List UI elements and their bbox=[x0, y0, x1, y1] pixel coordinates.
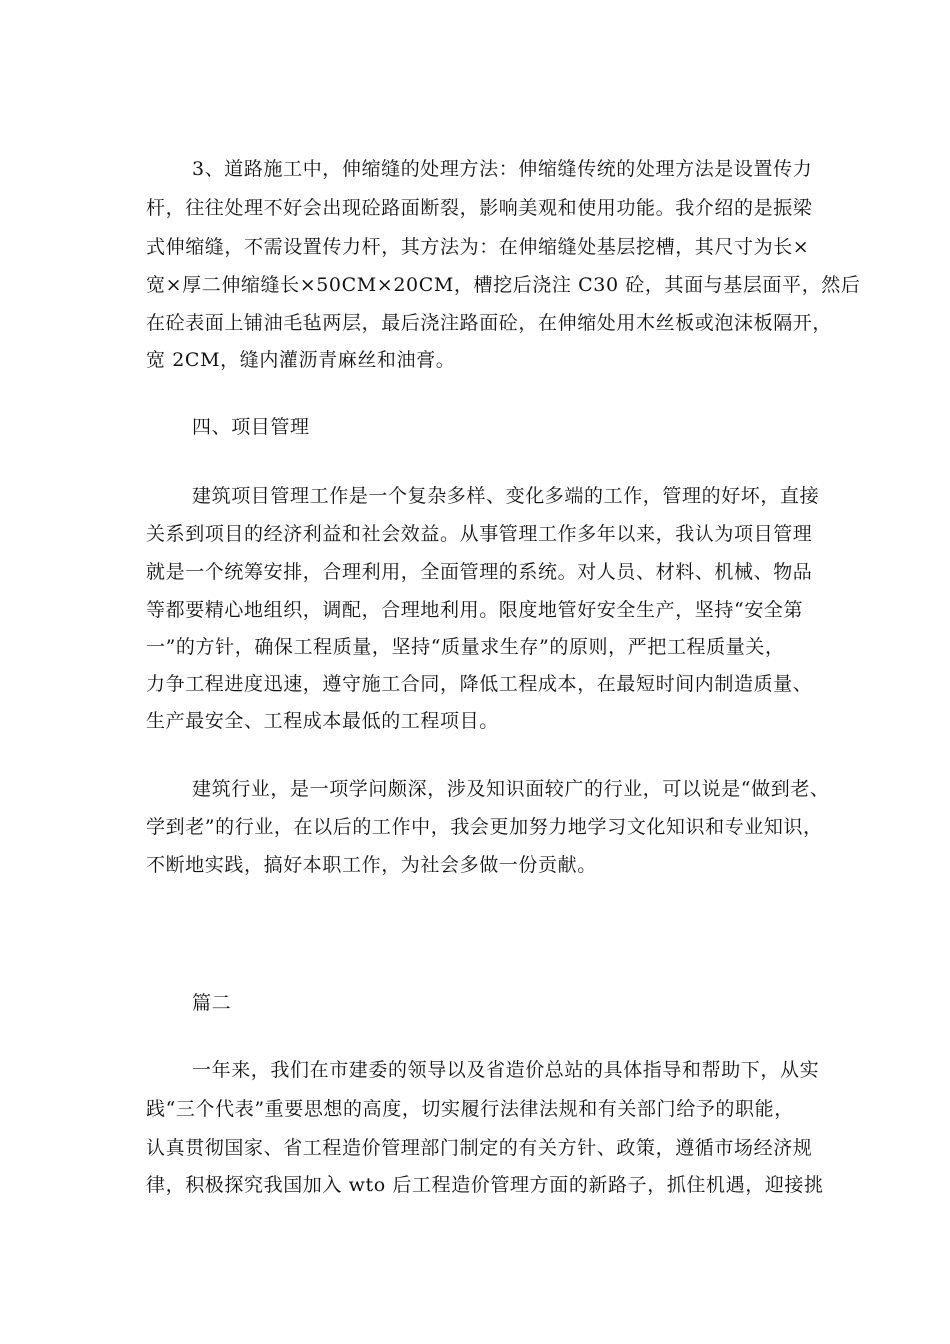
management-line-7: 生产最安全、工程成本最低的工程项目。 bbox=[146, 710, 499, 732]
management-line-2: 关系到项目的经济利益和社会效益。从事管理工作多年以来，我认为项目管理 bbox=[146, 523, 813, 545]
management-line-5: 一”的方针，确保工程质量，坚持“质量求生存”的原则，严把工程质量关， bbox=[146, 636, 785, 658]
part2-line-2: 践“三个代表”重要思想的高度，切实履行法律法规和有关部门给予的职能， bbox=[146, 1098, 794, 1120]
part-two-heading: 篇二 bbox=[192, 992, 232, 1014]
section3-line-4: 宽×厚二伸缩缝长×50CM×20CM，槽挖后浇注 C30 砼，其面与基层面平，然后 bbox=[146, 274, 861, 296]
section3-line-6: 宽 2CM，缝内灌沥青麻丝和油膏。 bbox=[146, 349, 456, 371]
industry-line-3: 不断地实践，搞好本职工作，为社会多做一份贡献。 bbox=[146, 854, 597, 876]
part2-line-3: 认真贯彻国家、省工程造价管理部门制定的有关方针、政策，遵循市场经济规 bbox=[146, 1137, 813, 1159]
industry-line-2: 学到老”的行业，在以后的工作中，我会更加努力地学习文化知识和专业知识， bbox=[146, 816, 823, 838]
section3-line-3: 式伸缩缝，不需设置传力杆，其方法为：在伸缩缝处基层挖槽，其尺寸为长× bbox=[146, 236, 810, 258]
section-heading-project-management: 四、项目管理 bbox=[192, 416, 310, 438]
management-line-6: 力争工程进度迅速，遵守施工合同，降低工程成本，在最短时间内制造质量、 bbox=[146, 673, 813, 695]
management-line-3: 就是一个统筹安排，合理利用，全面管理的系统。对人员、材料、机械、物品 bbox=[146, 561, 813, 583]
part2-line-4: 律，积极探究我国加入 wto 后工程造价管理方面的新路子，抓住机遇，迎接挑 bbox=[146, 1174, 824, 1196]
section3-line-2: 杆，往往处理不好会出现砼路面断裂，影响美观和使用功能。我介绍的是振梁 bbox=[146, 197, 813, 219]
part2-line-1: 一年来，我们在市建委的领导以及省造价总站的具体指导和帮助下，从实 bbox=[192, 1059, 820, 1081]
management-line-1: 建筑项目管理工作是一个复杂多样、变化多端的工作，管理的好坏，直接 bbox=[192, 485, 820, 507]
industry-line-1: 建筑行业，是一项学问颇深，涉及知识面较广的行业，可以说是“做到老、 bbox=[192, 778, 830, 800]
section3-line-5: 在砼表面上铺油毛毡两层，最后浇注路面砼，在伸缩处用木丝板或泡沫板隔开， bbox=[146, 312, 833, 334]
section3-line-1: 3、道路施工中，伸缩缝的处理方法：伸缩缝传统的处理方法是设置传力 bbox=[192, 158, 813, 180]
management-line-4: 等都要精心地组织，调配，合理地利用。限度地管好安全生产，坚持“安全第 bbox=[146, 599, 804, 621]
